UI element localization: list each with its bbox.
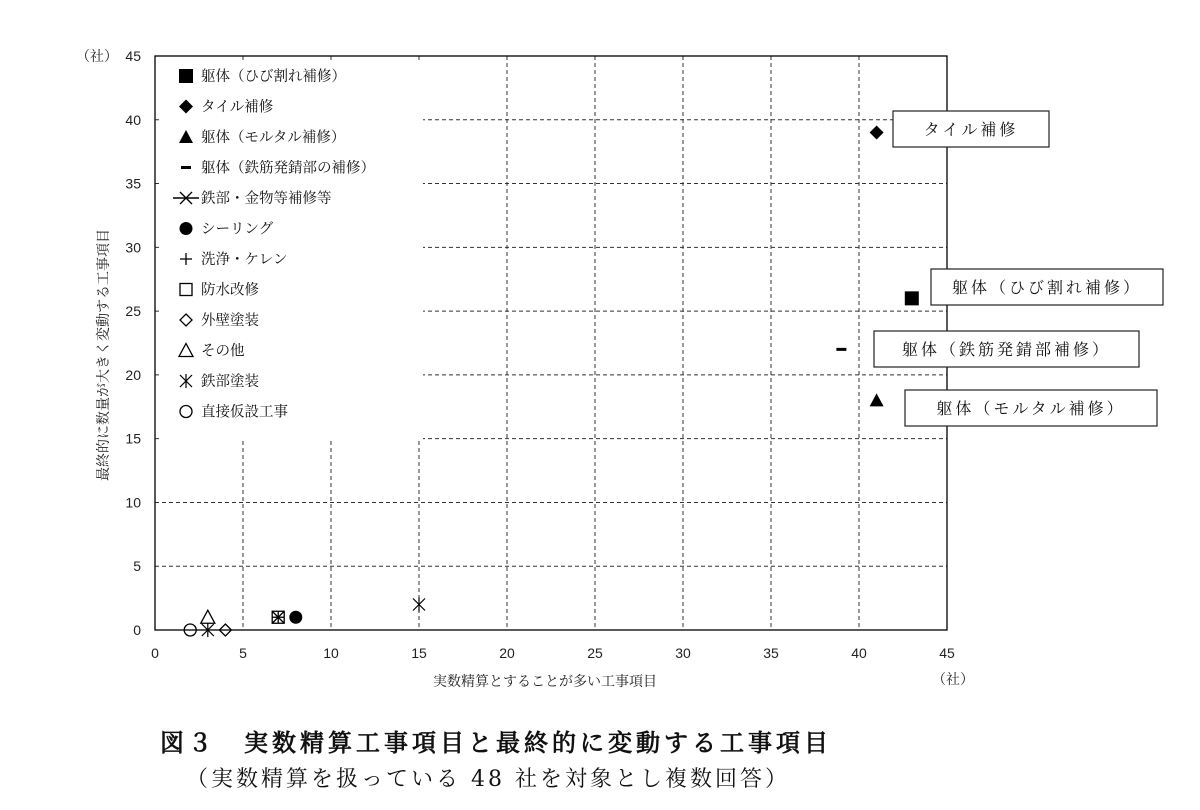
y-tick-35: 35 [125,175,141,192]
point-その他 [201,610,215,623]
y-tick-15: 15 [125,430,141,447]
legend-label: 躯体（モルタル補修） [201,130,346,146]
y-tick-30: 30 [125,239,141,256]
x-tick-40: 40 [851,645,867,661]
point-タイル補修 [870,126,884,140]
legend-label: その他 [201,343,245,360]
callout-label: 躯体（ひび割れ補修） [951,278,1143,297]
legend-label: 直接仮設工事 [201,404,288,421]
x-tick-25: 25 [587,645,603,661]
legend-item-躯体-モルタル補修- [179,129,345,146]
point-躯体-モルタル補修- [870,393,884,406]
x-tick-10: 10 [323,645,339,661]
y-tick-20: 20 [125,366,141,383]
callout-label: 躯体（鉄筋発錆部補修） [901,340,1112,359]
callout-label: 躯体（モルタル補修） [936,399,1126,418]
legend-label: 外壁塗装 [201,313,259,329]
legend-label: 洗浄・ケレン [201,252,288,268]
x-tick-5: 5 [239,645,247,661]
x-axis-label: 実数精算とすることが多い工事項目 [433,674,657,690]
legend-marker-filled-circle [180,222,193,235]
point-鉄部塗装 [413,597,425,611]
callout-label: タイル補修 [923,120,1019,139]
figure-subcaption: （実数精算を扱っている 48 社を対象とし複数回答） [186,767,790,792]
x-tick-0: 0 [151,645,159,661]
legend-label: 防水改修 [201,282,259,299]
legend-label: 躯体（ひび割れ補修） [201,69,346,85]
y-tick-40: 40 [125,111,141,128]
x-tick-30: 30 [675,645,691,661]
legend-marker-filled-square [179,69,193,83]
x-axis-unit: （社） [932,671,974,687]
x-tick-20: 20 [499,645,515,661]
callouts [874,111,1163,426]
callout-タイル補修 [893,111,1049,147]
point-シーリング [289,611,302,624]
y-tick-5: 5 [133,558,141,575]
x-tick-15: 15 [411,645,427,661]
legend-item-躯体-鉄筋発錆部の補修- [181,159,375,177]
x-axis-ticks [151,645,955,661]
point-躯体-ひび割れ補修- [905,291,919,305]
legend-label: 躯体（鉄筋発錆部の補修） [201,160,375,177]
legend-label: シーリング [201,221,274,238]
y-axis-ticks [125,48,141,638]
legend-item-躯体-ひび割れ補修- [179,68,346,85]
y-tick-45: 45 [125,48,141,64]
callout-躯体-モルタル補修- [905,390,1157,426]
legend-label: 鉄部塗装 [201,374,259,390]
y-axis-unit: （社） [76,48,118,64]
callout-躯体-鉄筋発錆部の補修- [874,331,1139,367]
legend-item-防水改修 [180,282,259,299]
x-tick-45: 45 [939,645,955,661]
x-tick-35: 35 [763,645,779,661]
figure-caption: 図３ 実数精算工事項目と最終的に変動する工事項目 [160,729,832,757]
y-tick-0: 0 [133,622,141,638]
y-tick-10: 10 [125,494,141,511]
legend-label: タイル補修 [201,99,274,116]
y-tick-25: 25 [125,303,141,320]
callout-躯体-ひび割れ補修- [931,269,1163,305]
legend-label: 鉄部・金物等補修等 [201,191,332,207]
y-axis-label: 最終的に数量が大きく変動する工事項目 [96,229,112,481]
